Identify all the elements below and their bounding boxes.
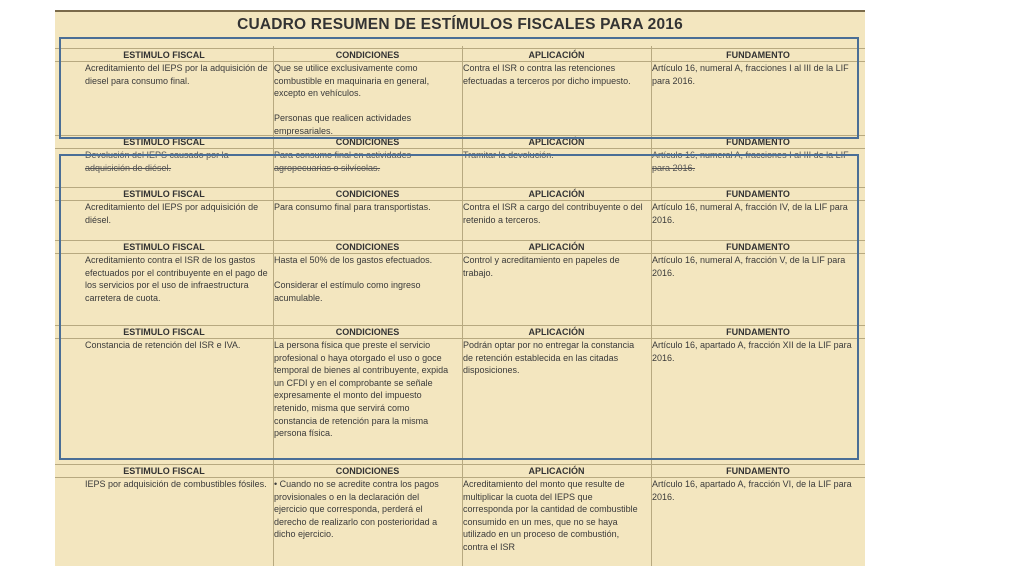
header-aplicacion: APLICACIÓN: [528, 189, 585, 199]
cell-condiciones: Que se utilice exclusivamente como combustible en maquinaria en general, excepto en vehículos. Personas que realicen actividades empresariales.: [274, 63, 430, 135]
header-fundamento: FUNDAMENTO: [726, 242, 790, 252]
header-estimulo: ESTIMULO FISCAL: [123, 189, 205, 199]
cell-estimulo: Acreditamiento del IEPS por adquisición de diésel.: [85, 202, 259, 225]
highlight-box: [59, 37, 859, 139]
header-aplicacion: APLICACIÓN: [528, 242, 585, 252]
cell-estimulo: Acreditamiento del IEPS por la adquisición de diesel para consumo final.: [85, 63, 268, 86]
cell-aplicacion: Control y acreditamiento en papeles de trabajo.: [463, 255, 620, 278]
header-estimulo: ESTIMULO FISCAL: [123, 327, 205, 337]
cell-fundamento: Artículo 16, apartado A, fracción VI, de la LIF para 2016.: [652, 479, 852, 502]
cell-condiciones: Para consumo final en actividades agropecuarias o silvícolas.: [274, 150, 412, 173]
header-fundamento: FUNDAMENTO: [726, 189, 790, 199]
page-top-border: [55, 10, 865, 12]
cell-condiciones: La persona física que preste el servicio profesional o haya otorgado el uso o goce temporal de bienes al contribuyente, expida un CFDI y en el comprobante se señale expresamente el monto del impuesto retenido, misma que servirá como constancia de retención para la misma persona física.: [274, 340, 449, 439]
header-fundamento: FUNDAMENTO: [726, 137, 790, 147]
document-title: CUADRO RESUMEN DE ESTÍMULOS FISCALES PARA 2016: [237, 16, 683, 33]
cell-condiciones: Hasta el 50% de los gastos efectuados. Considerar el estímulo como ingreso acumulable.: [274, 255, 433, 303]
cell-estimulo: Constancia de retención del ISR e IVA.: [85, 340, 241, 350]
header-condiciones: CONDICIONES: [335, 242, 400, 252]
cell-fundamento: Artículo 16, numeral A, fracciones I al III de la LIF para 2016.: [652, 150, 849, 173]
cell-estimulo: Devolución del IEPS causado por la adquisición de diésel.: [85, 150, 229, 173]
header-aplicacion: APLICACIÓN: [528, 327, 585, 337]
header-estimulo: ESTIMULO FISCAL: [123, 50, 205, 60]
header-aplicacion: APLICACIÓN: [528, 466, 585, 476]
highlight-box: [59, 154, 859, 460]
header-fundamento: FUNDAMENTO: [726, 327, 790, 337]
header-estimulo: ESTIMULO FISCAL: [123, 137, 205, 147]
header-condiciones: CONDICIONES: [335, 466, 400, 476]
header-condiciones: CONDICIONES: [335, 189, 400, 199]
header-condiciones: CONDICIONES: [335, 50, 400, 60]
cell-condiciones: Para consumo final para transportistas.: [274, 202, 431, 212]
cell-fundamento: Artículo 16, numeral A, fracciones I al III de la LIF para 2016.: [652, 63, 849, 86]
header-fundamento: FUNDAMENTO: [726, 50, 790, 60]
cell-fundamento: Artículo 16, numeral A, fracción V, de la LIF para 2016.: [652, 255, 846, 278]
cell-fundamento: Artículo 16, apartado A, fracción XII de la LIF para 2016.: [652, 340, 852, 363]
cell-aplicacion: Contra el ISR o contra las retenciones efectuadas a terceros por dicho impuesto.: [463, 63, 631, 86]
header-aplicacion: APLICACIÓN: [528, 137, 585, 147]
header-aplicacion: APLICACIÓN: [528, 50, 585, 60]
cell-aplicacion: Acreditamiento del monto que resulte de multiplicar la cuota del IEPS que corresponda por la cantidad de combustible consumido en un mes, que no se haya utilizado en un proceso de combustión, contra el ISR: [463, 479, 638, 552]
header-estimulo: ESTIMULO FISCAL: [123, 466, 205, 476]
header-condiciones: CONDICIONES: [335, 137, 400, 147]
header-condiciones: CONDICIONES: [335, 327, 400, 337]
cell-estimulo: IEPS por adquisición de combustibles fósiles.: [85, 479, 267, 489]
cell-aplicacion: Podrán optar por no entregar la constancia de retención establecida en las citadas disposiciones.: [463, 340, 635, 376]
cell-estimulo: Acreditamiento contra el ISR de los gastos efectuados por el contribuyente en el pago de los servicios por el uso de infraestructura carretera de cuota.: [85, 255, 268, 303]
table-header: [55, 464, 865, 478]
cell-fundamento: Artículo 16, numeral A, fracción IV, de la LIF para 2016.: [652, 202, 848, 225]
header-estimulo: ESTIMULO FISCAL: [123, 242, 205, 252]
table-row: [55, 464, 865, 566]
cell-condiciones: • Cuando no se acredite contra los pagos provisionales o en la declaración del ejercicio que corresponda, perderá el derecho de realizarlo con posterioridad a dicho ejercicio.: [274, 479, 439, 540]
cell-aplicacion: Tramitar la devolución.: [463, 150, 554, 160]
header-fundamento: FUNDAMENTO: [726, 466, 790, 476]
cell-aplicacion: Contra el ISR a cargo del contribuyente o del retenido a terceros.: [463, 202, 643, 225]
